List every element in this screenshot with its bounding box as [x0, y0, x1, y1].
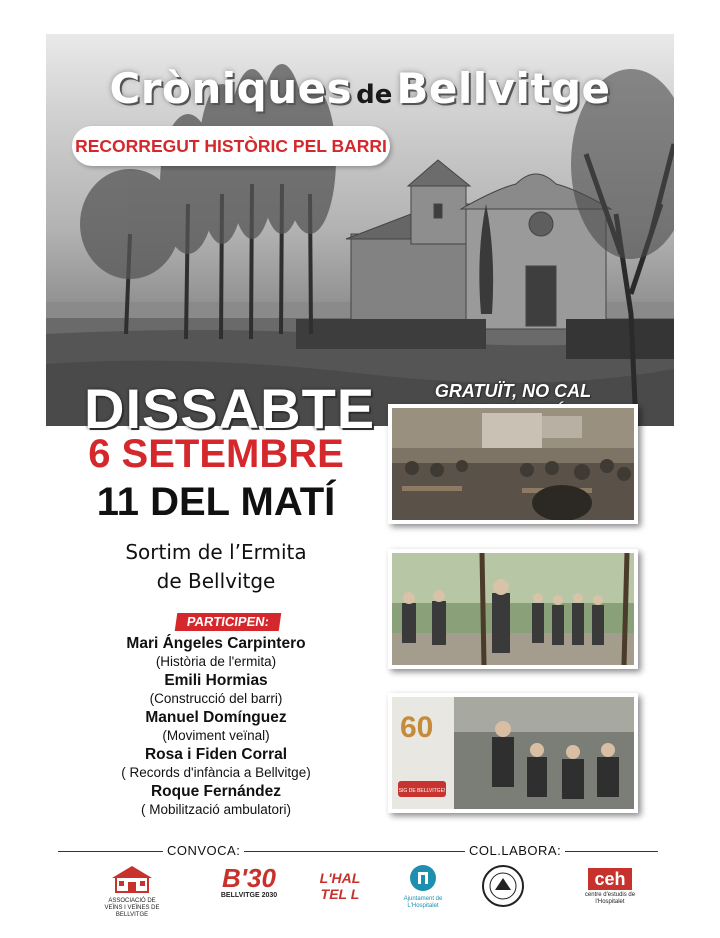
b30-caption: BELLVITGE 2030	[220, 892, 278, 899]
participant-topic: (Història de l'ermita)	[155, 654, 277, 669]
haltell-logo	[305, 870, 375, 902]
participant-item	[80, 634, 352, 671]
participants-label: PARTICIPEN:	[175, 613, 282, 631]
title-connector: de	[356, 80, 393, 110]
footer-divider	[58, 851, 658, 852]
subtitle: RECORREGUT HISTÒRIC PEL BARRI	[75, 135, 387, 156]
event-day: DISSABTE	[84, 377, 376, 440]
ceh-caption: centre d'estudis de l'Hospitalet	[584, 892, 636, 905]
participant-topic: ( Mobilització ambulatori)	[140, 802, 292, 817]
round-seal-icon	[481, 864, 525, 908]
participant-name: Mari Ángeles Carpintero	[126, 635, 306, 652]
photo-seated-panel	[388, 693, 638, 813]
participant-item	[80, 745, 352, 782]
participant-topic: (Moviment veïnal)	[162, 728, 270, 743]
meeting-point	[80, 538, 352, 596]
photo-church-interior	[388, 404, 638, 524]
photo-group-outdoor	[388, 549, 638, 669]
association-logo	[100, 864, 164, 919]
ajuntament-name: Ajuntament de L'Hospitalet	[403, 896, 443, 909]
participant-name: Roque Fernández	[150, 783, 282, 800]
banner-number: 60	[400, 711, 434, 744]
event-time: 11 DEL MATÍ	[96, 480, 336, 524]
ceh-logo	[580, 868, 640, 906]
sign-text: SIG DE BELLVITGE!	[398, 788, 446, 794]
house-icon	[108, 864, 156, 894]
participant-name: Rosa i Fiden Corral	[144, 746, 288, 763]
participant-topic: (Construcció del barri)	[149, 691, 283, 706]
colabora-label: COL.LABORA:	[465, 843, 565, 858]
participant-item	[80, 708, 352, 745]
meeting-line1: Sortim de l’Ermita	[125, 540, 307, 564]
meeting-line2: de Bellvitge	[156, 569, 276, 593]
participant-name: Emili Hormias	[164, 672, 268, 689]
title-part1: Cròniques	[109, 64, 353, 113]
poster-title	[46, 64, 674, 113]
participant-name: Manuel Domínguez	[145, 709, 287, 726]
free-note: GRATUÏT, NO CAL	[434, 381, 592, 401]
festes-logo	[480, 864, 526, 912]
haltell-text: L'HAL TEL L	[319, 870, 361, 902]
participant-item	[80, 782, 352, 819]
ajuntament-logo	[392, 864, 454, 910]
association-name: ASSOCIACIÓ DE VEÏNS I VEÏNES DE BELLVITGE	[104, 898, 160, 918]
event-date: 6 SETEMBRE	[88, 432, 344, 476]
participant-topic: ( Records d'infància a Bellvitge)	[121, 765, 311, 780]
b30-logo	[214, 864, 284, 899]
b30-text: B'30	[222, 863, 276, 893]
subtitle-banner	[72, 126, 390, 166]
seal-icon	[409, 864, 437, 892]
participant-item	[80, 671, 352, 708]
participants-list	[80, 634, 352, 819]
title-part2: Bellvitge	[396, 64, 611, 113]
ceh-text: ceh	[588, 868, 632, 890]
convoca-label: CONVOCA:	[163, 843, 244, 858]
